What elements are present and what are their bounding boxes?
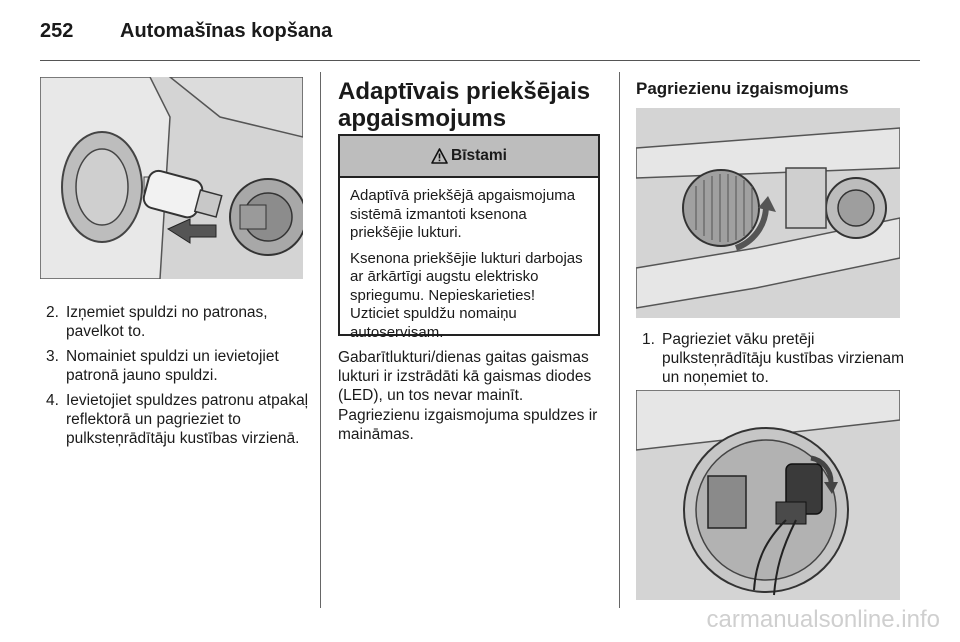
turn-signal-bulb-drawing <box>636 390 900 600</box>
danger-body <box>340 178 598 342</box>
step-item <box>40 303 310 341</box>
warning-triangle-icon <box>431 148 448 164</box>
right-step-list <box>636 330 906 393</box>
left-step-list <box>40 303 310 454</box>
column-divider-left <box>320 72 321 608</box>
step-item <box>40 391 310 448</box>
column-divider-right <box>619 72 620 608</box>
headlamp-cover-illustration <box>636 108 900 318</box>
step-number: 1. <box>642 331 655 348</box>
step-text: Nomainiet spuldzi un ievietojiet patronā jauno spuldzi. <box>66 348 279 384</box>
danger-label: Bīstami <box>451 147 507 164</box>
step-text: Izņemiet spuldzi no patronas, pavelkot to. <box>66 304 268 340</box>
step-number: 4. <box>46 392 59 409</box>
body-paragraph: Gabarītlukturi/dienas gaitas gaismas lukturi ir izstrādāti kā gaismas diodes (LED), un tos nevar mainīt. <box>338 349 592 404</box>
turn-signal-bulb-illustration <box>636 390 900 600</box>
page-number: 252 <box>40 20 74 42</box>
section-title: Adaptīvais priekšējais apgaismojums <box>338 78 591 132</box>
step-text: Ievietojiet spuldzes patronu atpakaļ reflektorā un pagrieziet to pulksteņrādītāju kustības virzienā. <box>66 392 309 447</box>
step-item <box>40 347 310 385</box>
step-number: 3. <box>46 348 59 365</box>
header-rule <box>40 60 920 61</box>
page-heading: Automašīnas kopšana <box>120 20 333 42</box>
danger-box <box>338 134 600 341</box>
bulb-socket-illustration <box>40 77 303 279</box>
step-number: 2. <box>46 304 59 321</box>
danger-paragraph: Adaptīvā priekšējā apgaismojuma sistēmā izmantoti ksenona priekšējie lukturi. <box>350 187 576 241</box>
danger-header <box>340 136 598 178</box>
headlamp-cover-drawing <box>636 108 900 318</box>
body-paragraph: Pagriezienu izgaismojuma spuldzes ir maināmas. <box>338 407 598 443</box>
page-header <box>40 16 920 60</box>
watermark: carmanualsonline.info <box>706 606 940 633</box>
bulb-socket-drawing <box>40 77 303 279</box>
step-text: Pagrieziet vāku pretēji pulksteņrādītāju kustības virzienam un noņemiet to. <box>662 331 905 386</box>
danger-paragraph: Ksenona priekšējie lukturi darbojas ar ārkārtīgi augstu elektrisko spriegumu. Nepieskarieties! Uzticiet spuldžu nomaiņu autoservisam. <box>350 249 583 341</box>
subsection-title: Pagriezienu izgaismojums <box>636 79 849 98</box>
step-item <box>636 330 906 387</box>
